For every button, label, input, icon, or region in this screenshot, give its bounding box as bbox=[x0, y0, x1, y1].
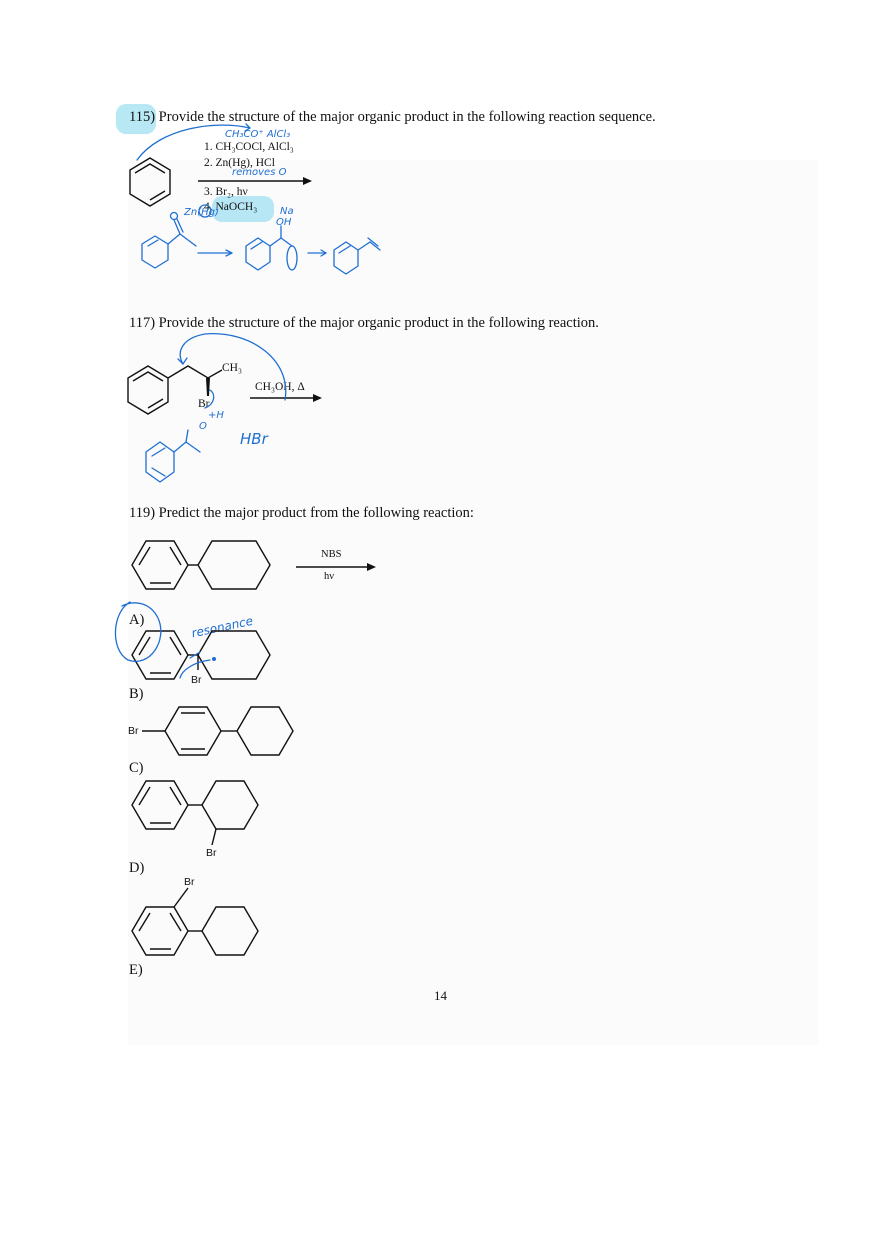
choice-d-structure bbox=[132, 888, 258, 955]
choice-b-structure bbox=[142, 707, 293, 755]
reagent-nbs: NBS bbox=[321, 549, 342, 560]
note-na: Na bbox=[280, 206, 294, 217]
choice-d-label: D) bbox=[129, 860, 145, 876]
question-number: 117) bbox=[129, 315, 156, 331]
note-removes: removes O bbox=[232, 167, 287, 178]
starting-material bbox=[132, 541, 270, 589]
question-text: Provide the structure of the major organic product in the following reaction. bbox=[158, 315, 599, 331]
question-text: Predict the major product from the following reaction: bbox=[158, 505, 474, 521]
question-number: 115) bbox=[129, 109, 156, 125]
label-br: Br bbox=[198, 398, 210, 410]
page-number: 14 bbox=[434, 988, 447, 1003]
question-text: Provide the structure of the major organic product in the following reaction sequence. bbox=[158, 109, 656, 125]
choice-d-br: Br bbox=[184, 876, 195, 888]
choice-a-structure bbox=[132, 631, 270, 679]
choice-c-structure bbox=[132, 781, 258, 845]
note-h: +H bbox=[208, 410, 224, 421]
reaction-arrow bbox=[296, 563, 376, 571]
choice-a-br: Br bbox=[191, 674, 202, 686]
note-acylium: CH₃CO⁺ AlCl₃ bbox=[225, 129, 291, 140]
choice-b-label: B) bbox=[129, 686, 144, 702]
choice-c-br: Br bbox=[206, 847, 217, 859]
note-resonance: resonance bbox=[190, 613, 255, 641]
reagent-step1: 1. CH₃COCl, AlCl₃ bbox=[204, 141, 294, 153]
reagent-ch3oh: CH₃OH, Δ bbox=[255, 381, 305, 393]
note-zn: Zn(Hg) bbox=[184, 207, 219, 218]
label-ch3: CH₃ bbox=[222, 362, 242, 374]
choice-e-label: E) bbox=[129, 962, 143, 978]
reagent-hv: hν bbox=[324, 571, 334, 582]
reagent-step2: 2. Zn(Hg), HCl bbox=[204, 157, 275, 169]
reagent-step3: 3. Br₂, hν bbox=[204, 186, 248, 198]
choice-a-label: A) bbox=[129, 612, 145, 628]
note-hbr: HBr bbox=[240, 430, 268, 448]
question-number: 119) bbox=[129, 505, 156, 521]
note-oh: OH bbox=[276, 217, 292, 228]
choice-c-label: C) bbox=[129, 760, 144, 776]
reagent-step4: 4. NaOCH₃ bbox=[204, 201, 258, 213]
choice-b-br: Br bbox=[128, 725, 139, 737]
note-o: O bbox=[199, 421, 207, 432]
